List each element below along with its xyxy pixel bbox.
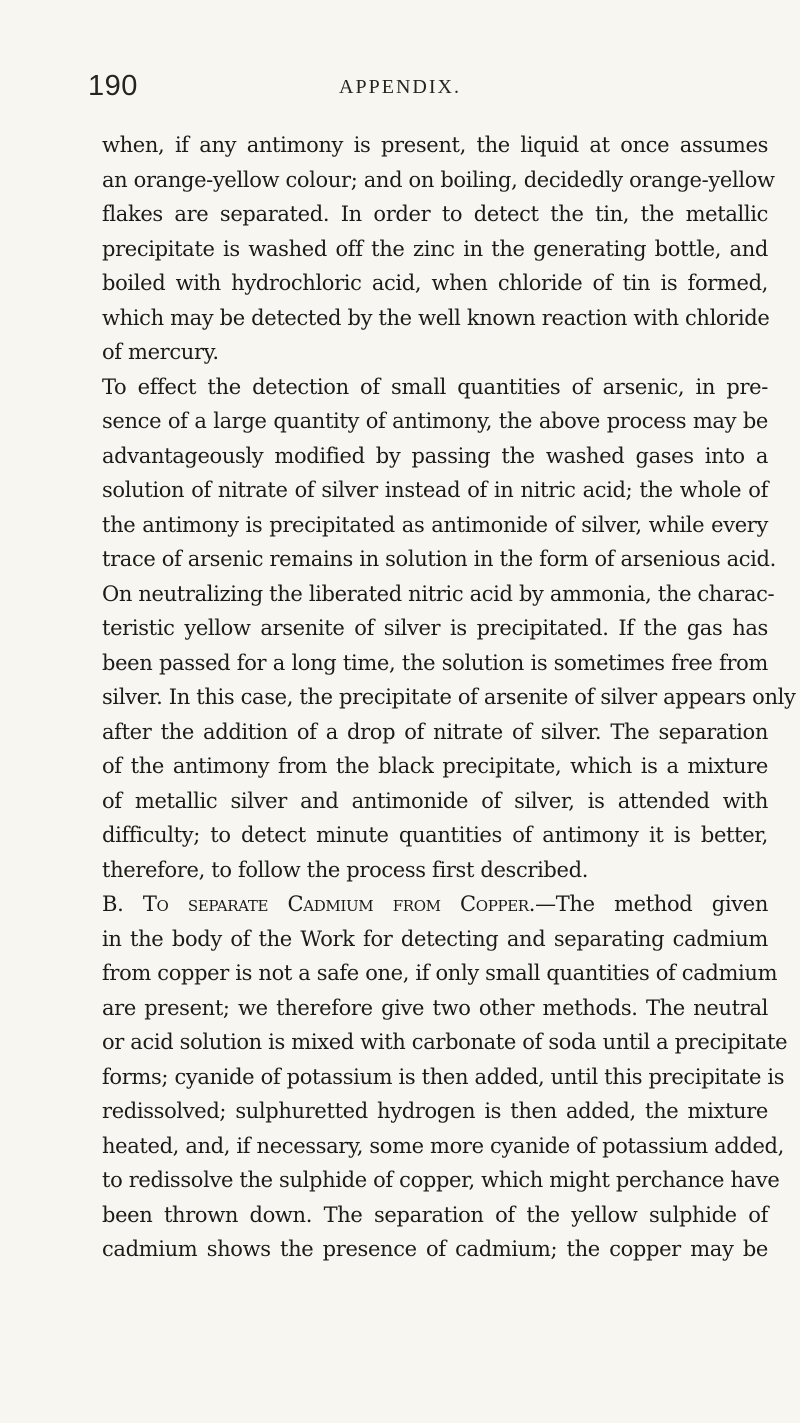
text-line: the antimony is precipitated as antimonide of silver, while every xyxy=(102,512,768,537)
text-line: been passed for a long time, the solution is sometimes free from xyxy=(102,650,768,675)
running-head xyxy=(0,70,800,110)
text-line: or acid solution is mixed with carbonate of soda until a precipitate xyxy=(102,1030,788,1054)
text-line: boiled with hydrochloric acid, when chloride of tin is formed, xyxy=(102,271,768,295)
text-line: therefore, to follow the process first described. xyxy=(102,857,589,882)
text-line: from copper is not a safe one, if only small quantities of cadmium xyxy=(102,961,778,985)
text-line: of the antimony from the black precipitate, which is a mixture xyxy=(102,754,768,778)
text-line: cadmium shows the presence of cadmium; the copper may be xyxy=(102,1237,768,1261)
text-line: flakes are separated. In order to detect the tin, the metallic xyxy=(102,202,768,226)
page-number: 190 xyxy=(88,70,138,102)
text-line: precipitate is washed off the zinc in the generating bottle, and xyxy=(102,236,768,261)
text-line: after the addition of a drop of nitrate of silver. The separation xyxy=(102,719,768,744)
text-line: which may be detected by the well known reaction with chloride xyxy=(102,305,770,330)
text-line: when, if any antimony is present, the liquid at once assumes xyxy=(102,133,768,157)
text-line: teristic yellow arsenite of silver is precipitated. If the gas has xyxy=(102,616,768,640)
section-b-label: B. xyxy=(102,892,124,916)
text-line: On neutralizing the liberated nitric acid by ammonia, the charac- xyxy=(102,581,775,606)
text-line: to redissolve the sulphide of copper, which might perchance have xyxy=(102,1168,780,1192)
text-line: silver. In this case, the precipitate of arsenite of silver appears only xyxy=(102,685,796,709)
text-line: of mercury. xyxy=(102,340,219,364)
text-line: been thrown down. The separation of the yellow sulphide of xyxy=(102,1202,768,1227)
section-b-text: —The method given xyxy=(535,892,768,916)
section-b-heading: To separate Cadmium from Copper. xyxy=(142,892,536,916)
text-line: advantageously modified by passing the washed gases into a xyxy=(102,443,768,468)
text-line: heated, and, if necessary, some more cyanide of potassium added, xyxy=(102,1133,784,1158)
text-line: in the body of the Work for detecting and separating cadmium xyxy=(102,926,768,951)
text-line: To effect the detection of small quantities of arsenic, in pre- xyxy=(102,374,768,399)
section-b-heading-line xyxy=(102,887,768,922)
text-line: redissolved; sulphuretted hydrogen is then added, the mixture xyxy=(102,1099,768,1123)
text-line: sence of a large quantity of antimony, the above process may be xyxy=(102,409,768,433)
text-line: an orange-yellow colour; and on boiling, decidedly orange-yellow xyxy=(102,167,775,192)
text-line: solution of nitrate of silver instead of in nitric acid; the whole of xyxy=(102,478,768,502)
running-title: APPENDIX. xyxy=(339,76,461,98)
text-line: trace of arsenic remains in solution in the form of arsenious acid. xyxy=(102,547,776,571)
text-line: of metallic silver and antimonide of silver, is attended with xyxy=(102,788,768,813)
body-text xyxy=(102,128,796,1267)
text-line: forms; cyanide of potassium is then added, until this precipitate is xyxy=(102,1064,785,1089)
text-line: difficulty; to detect minute quantities of antimony it is better, xyxy=(102,823,768,847)
text-line: are present; we therefore give two other methods. The neutral xyxy=(102,995,768,1020)
